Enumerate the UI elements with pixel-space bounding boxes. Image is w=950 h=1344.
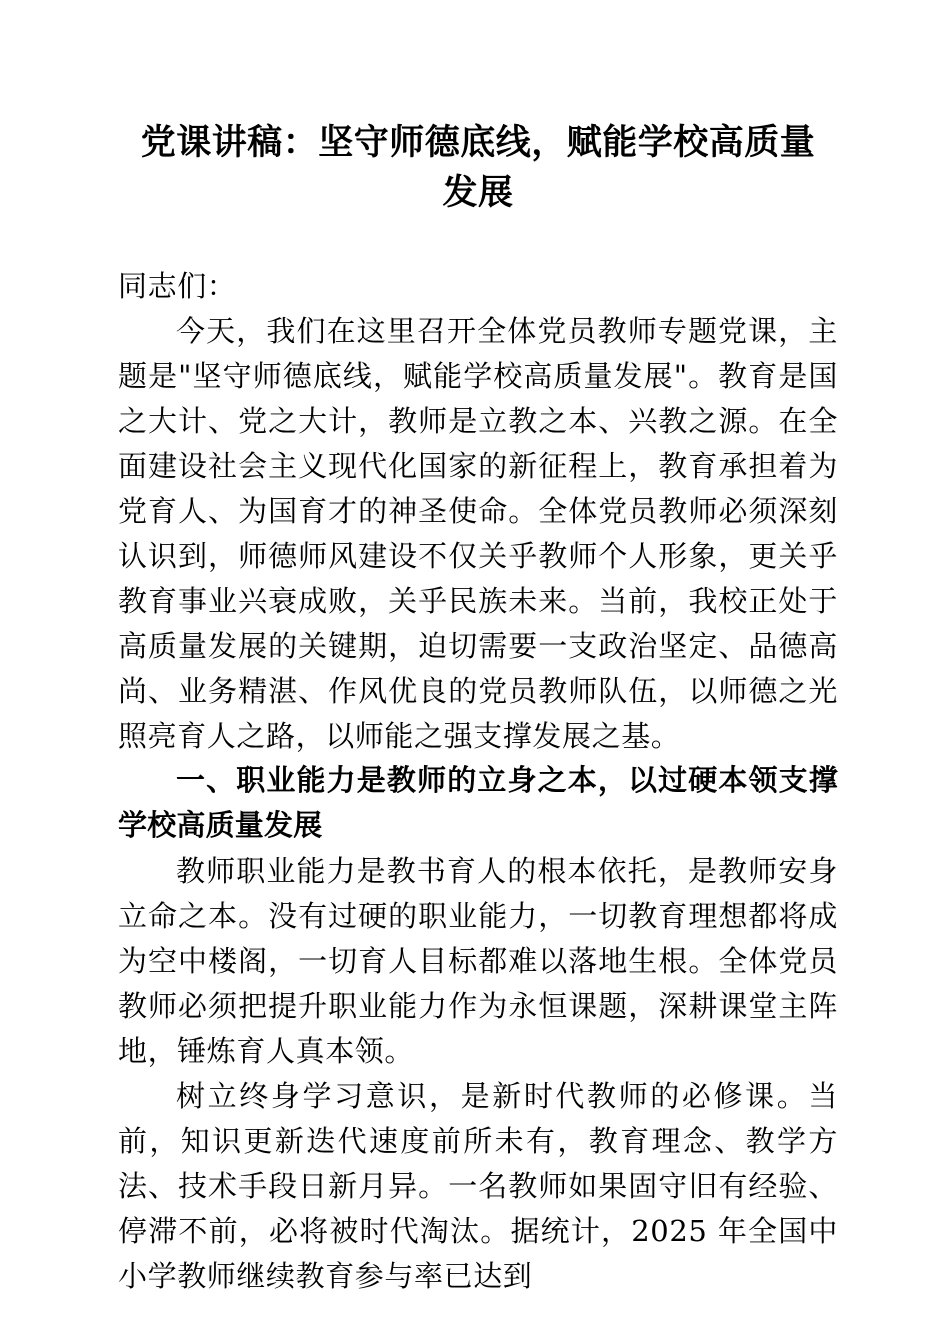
paragraph-intro: 今天，我们在这里召开全体党员教师专题党课，主题是"坚守师德底线，赋能学校高质量发展"。教育是国之大计、党之大计，教师是立教之本、兴教之源。在全面建设社会主义现代化国家的新征程上，教育承担着为党育人、为国育才的神圣使命。全体党员教师必须深刻认识到，师德师风建设不仅关乎教师个人形象，更关乎教育事业兴衰成败，关乎民族未来。当前，我校正处于高质量发展的关键期，迫切需要一支政治坚定、品德高尚、业务精湛、作风优良的党员教师队伍，以师德之光照亮育人之路，以师能之强支撑发展之基。 [118, 314, 838, 753]
document-content [118, 118, 838, 1299]
paragraph-professional-ability: 教师职业能力是教书育人的根本依托，是教师安身立命之本。没有过硬的职业能力，一切教育理想都将成为空中楼阁，一切育人目标都难以落地生根。全体党员教师必须把提升职业能力作为永恒课题，深耕课堂主阵地，锤炼育人真本领。 [118, 854, 838, 1068]
salutation: 同志们： [118, 269, 237, 303]
document-body [118, 264, 838, 1299]
page-title: 党课讲稿：坚守师德底线，赋能学校高质量发展 [140, 123, 816, 212]
section-heading-one: 一、职业能力是教师的立身之本，以过硬本领支撑学校高质量发展 [118, 765, 838, 842]
paragraph-lifelong-learning: 树立终身学习意识，是新时代教师的必修课。当前，知识更新迭代速度前所未有，教育理念、教学方法、技术手段日新月异。一名教师如果固守旧有经验、停滞不前，必将被时代淘汰。据统计，2025 年全国中小学教师继续教育参与率已达到 [118, 1079, 838, 1293]
